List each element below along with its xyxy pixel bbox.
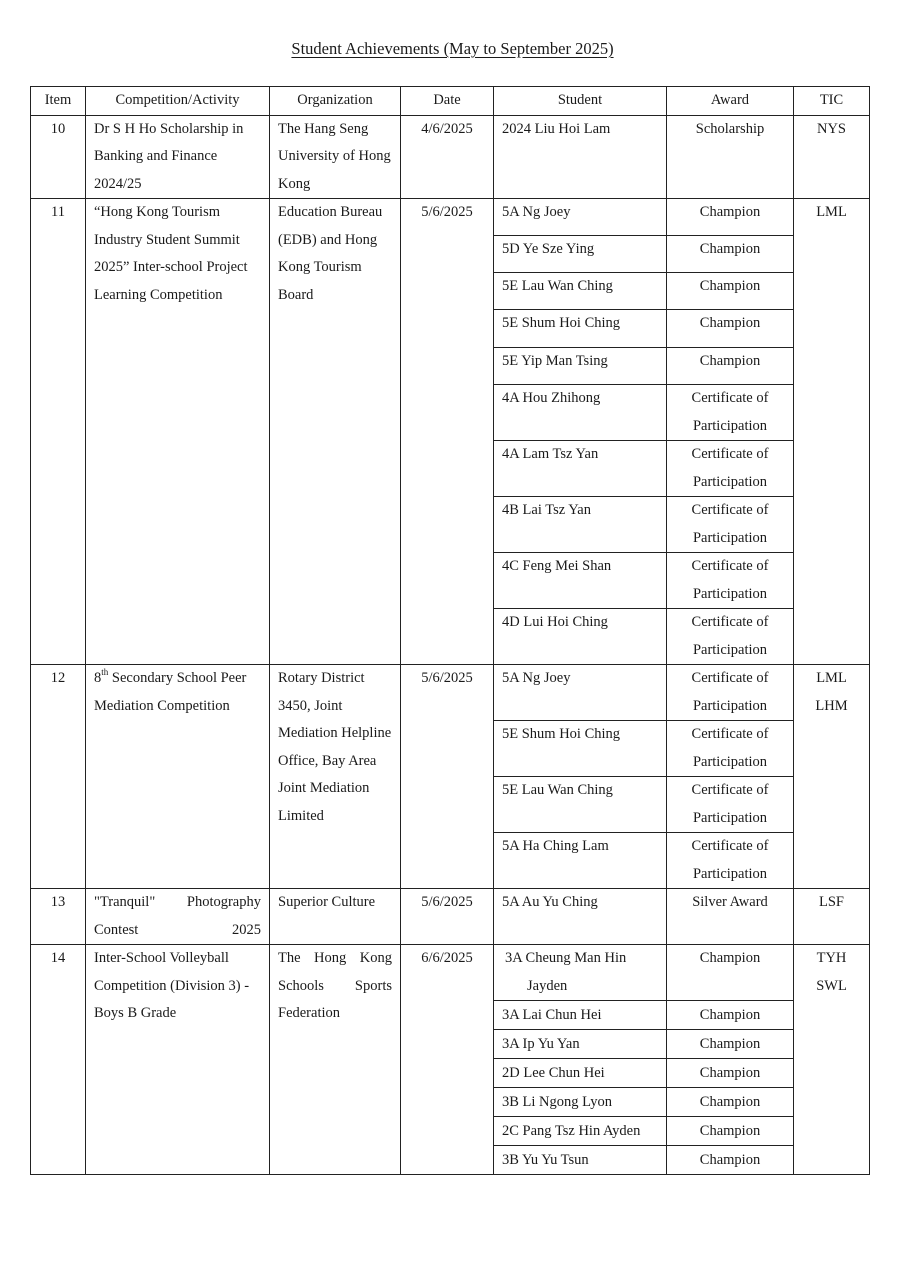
organization-cell: Superior Culture <box>270 889 401 945</box>
student-cell: 4D Lui Hoi Ching <box>494 609 667 665</box>
competition-text: Secondary School Peer Mediation Competition <box>94 670 247 714</box>
student-cell: 2C Pang Tsz Hin Ayden <box>494 1117 667 1146</box>
award-cell: Champion <box>667 945 794 1001</box>
student-cell: 5A Ng Joey <box>494 665 667 721</box>
header-award: Award <box>667 87 794 116</box>
header-student: Student <box>494 87 667 116</box>
student-cell: 3A Lai Chun Hei <box>494 1001 667 1030</box>
header-organization: Organization <box>270 87 401 116</box>
award-cell: Certificate of Participation <box>667 833 794 889</box>
tic-cell <box>794 665 870 889</box>
achievements-table <box>30 86 870 1175</box>
item-number: 13 <box>31 889 86 945</box>
table-row <box>31 665 870 721</box>
ordinal-suffix: th <box>101 667 109 678</box>
item-number: 12 <box>31 665 86 889</box>
table-row <box>31 115 870 199</box>
award-cell: Champion <box>667 348 794 385</box>
award-cell: Champion <box>667 1059 794 1088</box>
organization-cell: Rotary District 3450, Joint Mediation Helpline Office, Bay Area Joint Mediation Limited <box>270 665 401 889</box>
table-row <box>31 199 870 236</box>
student-cell: 4C Feng Mei Shan <box>494 553 667 609</box>
student-cell: 5E Lau Wan Ching <box>494 273 667 310</box>
item-number: 11 <box>31 199 86 665</box>
student-cell: 4A Lam Tsz Yan <box>494 441 667 497</box>
organization-cell: Education Bureau (EDB) and Hong Kong Tourism Board <box>270 199 401 665</box>
student-cell: 5A Au Yu Ching <box>494 889 667 945</box>
student-cell: 5E Lau Wan Ching <box>494 777 667 833</box>
tic-name: LHM <box>815 697 848 714</box>
award-cell: Champion <box>667 310 794 348</box>
competition-cell: "Tranquil" Photography Contest 2025 <box>86 889 270 945</box>
award-cell: Certificate of Participation <box>667 721 794 777</box>
award-cell: Scholarship <box>667 115 794 199</box>
item-number: 14 <box>31 945 86 1175</box>
competition-cell: Inter-School Volleyball Competition (Division 3) - Boys B Grade <box>86 945 270 1175</box>
tic-cell: NYS <box>794 115 870 199</box>
award-cell: Certificate of Participation <box>667 665 794 721</box>
date-cell: 6/6/2025 <box>401 945 494 1175</box>
date-cell: 5/6/2025 <box>401 889 494 945</box>
award-cell: Certificate of Participation <box>667 609 794 665</box>
award-cell: Champion <box>667 1001 794 1030</box>
student-cell: 2024 Liu Hoi Lam <box>494 115 667 199</box>
award-cell: Certificate of Participation <box>667 497 794 553</box>
award-cell: Champion <box>667 1030 794 1059</box>
student-cell: 4B Lai Tsz Yan <box>494 497 667 553</box>
table-row <box>31 889 870 945</box>
competition-ordinal: 8 <box>94 670 102 686</box>
date-cell: 5/6/2025 <box>401 199 494 665</box>
competition-cell: Dr S H Ho Scholarship in Banking and Finance 2024/25 <box>86 115 270 199</box>
award-cell: Certificate of Participation <box>667 385 794 441</box>
award-cell: Silver Award <box>667 889 794 945</box>
tic-name: TYH <box>816 950 847 966</box>
organization-cell: The Hong Kong Schools Sports Federation <box>270 945 401 1175</box>
date-cell: 5/6/2025 <box>401 665 494 889</box>
tic-name: SWL <box>816 977 847 994</box>
tic-cell: LML <box>794 199 870 665</box>
date-cell: 4/6/2025 <box>401 115 494 199</box>
header-date: Date <box>401 87 494 116</box>
tic-cell <box>794 945 870 1175</box>
header-competition: Competition/Activity <box>86 87 270 116</box>
tic-cell: LSF <box>794 889 870 945</box>
student-cell: 5D Ye Sze Ying <box>494 236 667 273</box>
award-cell: Champion <box>667 273 794 310</box>
competition-cell <box>86 665 270 889</box>
student-cell: 5A Ha Ching Lam <box>494 833 667 889</box>
student-cell: 2D Lee Chun Hei <box>494 1059 667 1088</box>
student-cell: 3A Cheung Man Hin Jayden <box>494 945 667 1001</box>
document-title: Student Achievements (May to September 2025) <box>291 39 614 58</box>
header-tic: TIC <box>794 87 870 116</box>
student-cell: 3B Yu Yu Tsun <box>494 1146 667 1175</box>
header-row <box>31 87 870 116</box>
organization-cell: The Hang Seng University of Hong Kong <box>270 115 401 199</box>
award-cell: Certificate of Participation <box>667 441 794 497</box>
award-cell: Champion <box>667 1146 794 1175</box>
student-cell: 5A Ng Joey <box>494 199 667 236</box>
award-cell: Champion <box>667 199 794 236</box>
item-number: 10 <box>31 115 86 199</box>
student-cell: 5E Yip Man Tsing <box>494 348 667 385</box>
award-cell: Champion <box>667 1117 794 1146</box>
award-cell: Certificate of Participation <box>667 553 794 609</box>
tic-name: LML <box>816 670 847 686</box>
competition-cell: “Hong Kong Tourism Industry Student Summit 2025” Inter-school Project Learning Competition <box>86 199 270 665</box>
student-cell: 3A Ip Yu Yan <box>494 1030 667 1059</box>
student-cell: 5E Shum Hoi Ching <box>494 310 667 348</box>
award-cell: Champion <box>667 236 794 273</box>
award-cell: Certificate of Participation <box>667 777 794 833</box>
student-cell: 4A Hou Zhihong <box>494 385 667 441</box>
award-cell: Champion <box>667 1088 794 1117</box>
header-item: Item <box>31 87 86 116</box>
student-cell: 5E Shum Hoi Ching <box>494 721 667 777</box>
student-cell: 3B Li Ngong Lyon <box>494 1088 667 1117</box>
table-row <box>31 945 870 1001</box>
